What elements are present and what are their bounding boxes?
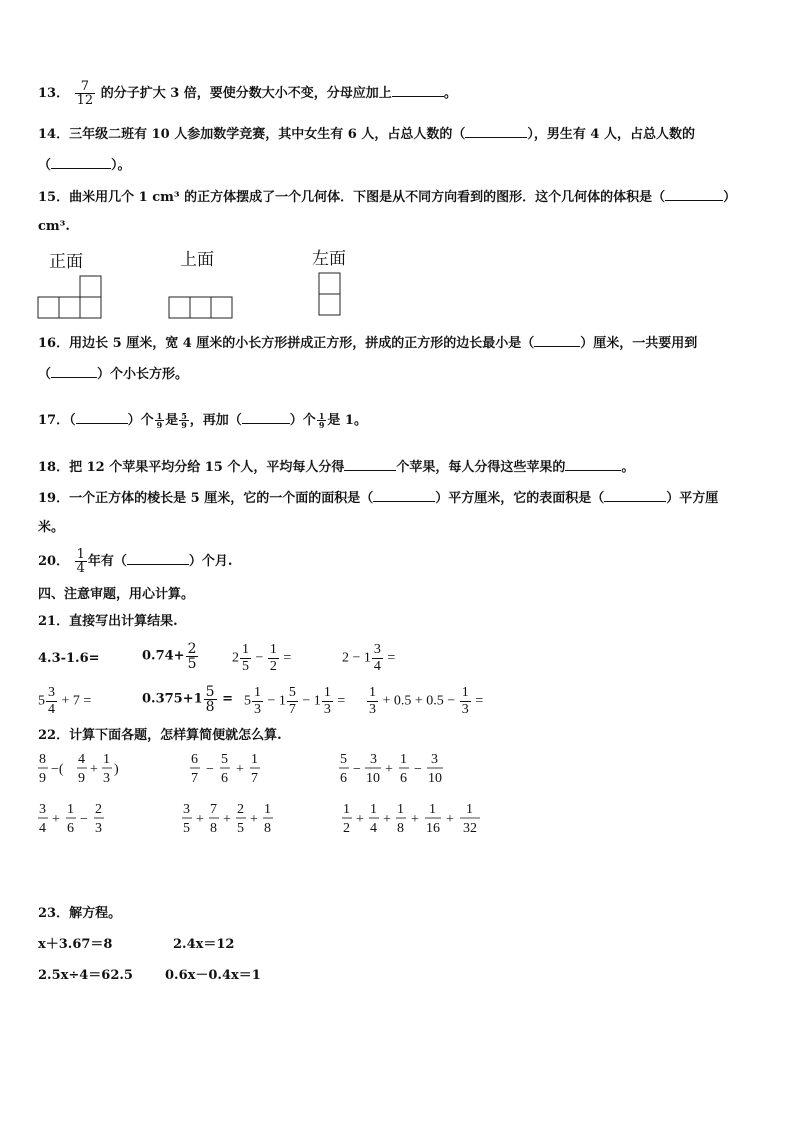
svg-text:3: 3 [103,771,110,786]
q21-item-1: 4.3-1.6= [38,651,100,666]
q14-blank-1[interactable] [465,125,527,138]
question-14-line2: （ ）。 [38,158,131,173]
svg-text:5: 5 [183,821,190,836]
q16-blank-1[interactable] [534,334,580,347]
q18-blank-2[interactable] [565,458,621,471]
svg-text:3: 3 [95,821,102,836]
q19-line2: 米。 [38,520,65,535]
svg-text:+: + [356,812,364,827]
svg-text:10: 10 [366,771,380,786]
q23-equation-3: 2.5x÷4＝62.5 [38,968,133,983]
question-15: 15．曲米用几个 1 cm³ 的正方体摆成了一个几何体．下图是从不同方向看到的图形．这个几何体的体积是（ ） [38,190,737,205]
q16-blank-2[interactable] [51,365,97,378]
svg-text:9: 9 [39,771,46,786]
q17-blank-2[interactable] [242,411,290,424]
question-16-line2: （ ）个小长方形。 [38,367,189,382]
q21-item-4: 2 − 1 $\frac{3}{4}$ = [342,642,396,674]
question-14: 14．三年级二班有 10 人参加数学竞赛，其中女生有 6 人，占总人数的（ ），男生有 4 人，占总人数的 [38,127,695,142]
svg-text:−: − [414,762,422,777]
q13-answer-blank[interactable] [392,84,444,97]
svg-text:+: + [385,762,393,777]
svg-text:8: 8 [39,752,46,767]
svg-text:4: 4 [39,821,46,836]
svg-text:6: 6 [400,771,407,786]
svg-text:3: 3 [370,752,377,767]
svg-text:5: 5 [340,752,347,767]
q21-item-6: 0.375+1 $\frac{5}{8}$ = [142,684,234,715]
svg-text:8: 8 [264,821,271,836]
svg-text:10: 10 [428,771,442,786]
q23-equation-2: 2.4x＝12 [173,937,235,952]
q15-blank[interactable] [665,188,723,201]
q14-blank-2[interactable] [51,156,111,169]
svg-text:2: 2 [237,802,244,817]
svg-text:8: 8 [210,821,217,836]
svg-text:32: 32 [463,821,477,836]
front-view-figure [36,273,106,319]
svg-text:6: 6 [67,821,74,836]
svg-text:+: + [90,762,98,777]
svg-text:1: 1 [103,752,110,767]
svg-text:+: + [223,812,231,827]
svg-text:6: 6 [340,771,347,786]
q21-item-8: $\frac{1}{3}$ + 0.5 + 0.5 − $\frac{1}{3}$ = [369,685,484,717]
svg-text:9: 9 [78,771,85,786]
svg-text:7: 7 [210,802,217,817]
svg-text:6: 6 [191,752,198,767]
q21-title: 21．直接写出计算结果. [38,614,178,629]
svg-text:): ) [114,762,119,777]
q15-unit: cm³. [38,219,70,234]
svg-text:1: 1 [67,802,74,817]
svg-text:−(: −( [51,762,64,777]
svg-text:+: + [52,812,60,827]
svg-text:6: 6 [221,771,228,786]
svg-text:3: 3 [431,752,438,767]
top-view-label: 上面 [180,250,214,270]
q17-blank-1[interactable] [76,411,128,424]
q18-blank-1[interactable] [344,458,396,471]
svg-text:+: + [236,762,244,777]
question-19: 19．一个正方体的棱长是 5 厘米，它的一个面的面积是（ ）平方厘米，它的表面积是（ ）平方厘 [38,491,719,506]
top-view-figure [166,294,236,320]
svg-text:+: + [250,812,258,827]
q21-item-2: 0.74+ $\frac{2}{5}$ [142,641,197,672]
q23-equation-4: 0.6x－0.4x＝1 [165,968,261,983]
svg-text:1: 1 [370,802,377,817]
svg-text:3: 3 [183,802,190,817]
svg-text:1: 1 [397,802,404,817]
q22-title: 22．计算下面各题，怎样算简便就怎么算. [38,728,282,743]
svg-text:1: 1 [429,802,436,817]
front-view-label: 正面 [49,252,83,272]
question-16: 16．用边长 5 厘米，宽 4 厘米的小长方形拼成正方形，拼成的正方形的边长最小是（ ）厘米，一共要用到 [38,336,698,351]
svg-text:1: 1 [400,752,407,767]
svg-text:−: − [80,812,88,827]
svg-text:5: 5 [221,752,228,767]
svg-text:8: 8 [397,821,404,836]
svg-text:1: 1 [264,802,271,817]
q22-expressions [36,750,506,840]
q21-item-5: 5 $\frac{3}{4}$ + 7 = [38,685,92,717]
q19-blank-1[interactable] [373,489,435,502]
svg-text:1: 1 [466,802,473,817]
svg-text:2: 2 [95,802,102,817]
svg-text:−: − [206,762,214,777]
svg-text:4: 4 [370,821,377,836]
q23-equation-1: x＋3.67＝8 [38,937,113,952]
left-view-figure [316,270,344,320]
q23-title: 23．解方程。 [38,906,122,921]
svg-text:1: 1 [251,752,258,767]
svg-text:7: 7 [191,771,198,786]
question-17: 17．（ ）个 $\frac{1}{9}$ 是 $\frac{5}{9}$ ，再加（ ）个 $\frac{1}{9}$ 是 1。 [38,411,367,430]
question-13: 13． $\frac{7}{12}$ 的分子扩大 3 倍，要使分数大小不变，分母应加上 。 [38,79,457,108]
question-18: 18．把 12 个苹果平均分给 15 个人，平均每人分得 个苹果，每人分得这些苹果的 。 [38,460,635,475]
svg-text:4: 4 [78,752,85,767]
q13-number: 13． [38,86,70,101]
section-4-heading: 四、注意审题，用心计算。 [38,587,195,602]
svg-text:3: 3 [39,802,46,817]
svg-text:+: + [196,812,204,827]
q21-item-3: 2 $\frac{1}{5}$ − $\frac{1}{2}$ = [232,642,292,674]
svg-text:+: + [446,812,454,827]
svg-text:+: + [411,812,419,827]
svg-text:+: + [383,812,391,827]
svg-text:5: 5 [237,821,244,836]
svg-text:2: 2 [343,821,350,836]
q13-text: 的分子扩大 3 倍，要使分数大小不变，分母应加上 [100,86,392,101]
q19-blank-2[interactable] [604,489,666,502]
svg-text:−: − [353,762,361,777]
question-20: 20． $\frac{1}{4}$ 年有（ ）个月. [38,547,233,576]
svg-text:16: 16 [426,821,440,836]
svg-text:1: 1 [343,802,350,817]
q20-blank[interactable] [127,552,189,565]
left-view-label: 左面 [312,249,346,269]
svg-text:7: 7 [251,771,258,786]
q13-fraction: $\frac{7}{12}$ [76,79,94,108]
q21-item-7: 5 $\frac{1}{3}$ − 1 $\frac{5}{7}$ − 1 $\frac{1}{3}$ = [244,685,346,717]
